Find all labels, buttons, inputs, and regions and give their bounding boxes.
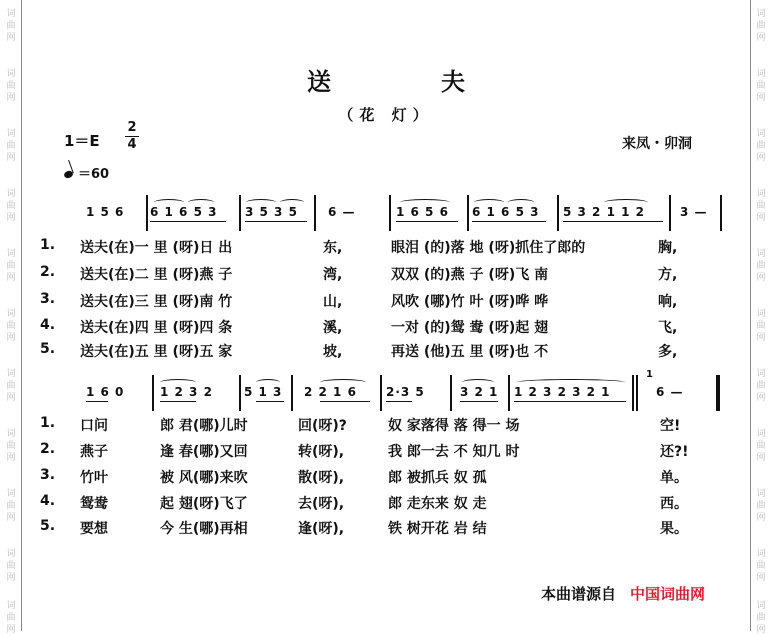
underline: [150, 221, 226, 222]
watermark-text: 词 曲 网: [756, 189, 766, 223]
measure-1-3: 3 5 3 5: [245, 205, 298, 219]
barline: [632, 375, 634, 411]
barline: [669, 195, 671, 231]
underline: [256, 401, 284, 402]
lyric-segment: 单。: [660, 470, 688, 486]
watermark-text: 词 曲 网: [6, 129, 16, 163]
source-site-link[interactable]: 中国词曲网: [630, 585, 706, 603]
notation-line-2: [84, 369, 724, 411]
barline: [146, 195, 148, 231]
verse-number: 2.: [40, 441, 56, 457]
lyric-segment: 风吹 (哪)竹 叶 (呀)哗 哗: [391, 294, 549, 310]
watermark-text: 词 曲 网: [756, 369, 766, 403]
measure-1-6: 6 1 6 5 3: [472, 205, 540, 219]
measure-2-6: 3 2 1: [460, 385, 499, 399]
measure-1-2: 6 1 6 5 3: [150, 205, 218, 219]
watermark-text: 词 曲 网: [6, 309, 16, 343]
lyric-segment: 果。: [660, 521, 688, 537]
measure-2-1: 1 6 0: [86, 385, 125, 399]
watermark-text: 词 曲 网: [6, 189, 16, 223]
lyric-segment: 竹叶: [80, 470, 108, 486]
lyric-segment: 一对 (的)鸳 鸯 (呀)起 翅: [391, 320, 549, 336]
watermark-text: 词 曲 网: [6, 489, 16, 523]
measure-1-8: 3 —: [680, 205, 708, 219]
measure-1-4: 6 —: [328, 205, 356, 219]
verse-number: 4.: [40, 493, 56, 509]
lyric-segment: 坡,: [323, 344, 343, 360]
barline: [380, 375, 382, 411]
song-origin: 来凤・卯洞: [622, 136, 692, 152]
underline: [514, 401, 626, 402]
measure-1-5: 1 6 5 6: [396, 205, 449, 219]
measure-2-3: 5 1 3: [244, 385, 283, 399]
volta-bracket: 1: [646, 369, 653, 380]
lyric-segment: 湾,: [323, 267, 343, 283]
measure-2-2: 1 2 3 2: [160, 385, 213, 399]
source-credit: [541, 583, 705, 604]
lyric-segment: 送夫(在)一 里 (呀)日 出: [80, 240, 233, 256]
watermark-text: 词 曲 网: [6, 249, 16, 283]
watermark-text: 词 曲 网: [756, 9, 766, 43]
quarter-note-icon: [63, 170, 74, 180]
watermark-text: 词 曲 网: [6, 549, 16, 583]
watermark-text: 词 曲 网: [6, 9, 16, 43]
barline: [239, 195, 241, 231]
underline: [472, 221, 546, 222]
source-credit-label: 本曲谱源自: [541, 585, 617, 603]
lyric-segment: 送夫(在)三 里 (呀)南 竹: [80, 294, 233, 310]
lyric-segment: 郎 被抓兵 奴 孤: [388, 470, 487, 486]
lyric-segment: 我 郎一去 不 知几 时: [388, 444, 520, 460]
barline: [467, 195, 469, 231]
lyric-segment: 铁 树开花 岩 结: [388, 521, 487, 537]
lyric-segment: 东,: [323, 240, 343, 256]
underline: [396, 221, 458, 222]
barline: [239, 375, 241, 411]
measure-1-1: 1 5 6: [86, 205, 125, 219]
lyric-segment: 转(呀),: [298, 444, 345, 460]
measure-1-7: 5 3 2 1 1 2: [563, 205, 645, 219]
lyric-segment: 胸,: [658, 240, 678, 256]
lyric-segment: 散(呀),: [298, 470, 345, 486]
lyric-segment: 空!: [660, 418, 681, 434]
song-title: 送夫: [307, 68, 575, 96]
watermark-text: 词 曲 网: [6, 601, 16, 635]
barline: [636, 375, 638, 411]
underline: [86, 401, 108, 402]
underline: [386, 401, 412, 402]
barline: [152, 375, 154, 411]
measure-2-7: 1 2 3 2 3 2 1: [514, 385, 611, 399]
notation-line-1: [84, 195, 724, 231]
lyric-segment: 逢 春(哪)又回: [160, 444, 248, 460]
time-signature: [125, 121, 139, 152]
lyric-segment: 送夫(在)二 里 (呀)燕 子: [80, 267, 233, 283]
watermark-text: 词 曲 网: [6, 369, 16, 403]
watermark-text: 词 曲 网: [756, 129, 766, 163]
lyric-segment: 再送 (他)五 里 (呀)也 不: [391, 344, 549, 360]
lyric-segment: 眼泪 (的)落 地 (呀)抓住了郎的: [391, 240, 586, 256]
watermark-text: 词 曲 网: [756, 309, 766, 343]
tempo-value: ＝60: [78, 167, 110, 182]
lyric-segment: 送夫(在)四 里 (呀)四 条: [80, 320, 233, 336]
lyric-segment: 多,: [658, 344, 678, 360]
lyric-segment: 响,: [658, 294, 678, 310]
lyric-segment: 回(呀)?: [298, 418, 347, 434]
watermark-text: 词 曲 网: [756, 549, 766, 583]
measure-2-5: 2·3 5: [386, 385, 425, 399]
underline: [460, 401, 498, 402]
lyric-segment: 送夫(在)五 里 (呀)五 家: [80, 344, 233, 360]
lyric-segment: 逢(呀),: [298, 521, 345, 537]
barline: [720, 195, 722, 231]
measure-2-4: 2 2 1 6: [304, 385, 357, 399]
lyric-segment: 燕子: [80, 444, 108, 460]
lyric-segment: 起 翅(呀)飞了: [160, 496, 248, 512]
underline: [160, 401, 196, 402]
underline: [245, 221, 307, 222]
lyric-segment: 要想: [80, 521, 108, 537]
watermark-text: 词 曲 网: [756, 429, 766, 463]
lyric-segment: 去(呀),: [298, 496, 345, 512]
lyric-segment: 方,: [658, 267, 678, 283]
barline: [450, 375, 452, 411]
watermark-text: 词 曲 网: [756, 69, 766, 103]
lyric-segment: 奴 家落得 落 得一 场: [388, 418, 520, 434]
verse-number: 1.: [40, 237, 56, 253]
barline: [508, 375, 510, 411]
verse-number: 5.: [40, 518, 56, 534]
lyric-segment: 还?!: [660, 444, 689, 460]
time-signature-top: 2: [127, 120, 137, 135]
verse-number: 2.: [40, 264, 56, 280]
watermark-text: 词 曲 网: [756, 601, 766, 635]
barline: [291, 375, 293, 411]
time-signature-bottom: 4: [127, 137, 137, 152]
watermark-text: 词 曲 网: [6, 69, 16, 103]
lyric-segment: 今 生(哪)再相: [160, 521, 248, 537]
tempo-marking: [64, 163, 109, 182]
lyric-segment: 鸳鸯: [80, 496, 108, 512]
barline: [314, 195, 316, 231]
key-signature: 1＝E: [64, 132, 100, 150]
lyric-segment: 郎 走东来 奴 走: [388, 496, 487, 512]
measure-2-8: 6 —: [656, 385, 684, 399]
lyric-segment: 山,: [323, 294, 343, 310]
barline: [557, 195, 559, 231]
final-barline: [716, 375, 720, 411]
verse-number: 3.: [40, 467, 56, 483]
verse-number: 3.: [40, 291, 56, 307]
watermark-text: 词 曲 网: [756, 489, 766, 523]
verse-number: 5.: [40, 341, 56, 357]
lyric-segment: 西。: [660, 496, 688, 512]
lyric-segment: 飞,: [658, 320, 678, 336]
lyric-segment: 郎 君(哪)儿时: [160, 418, 248, 434]
barline: [389, 195, 391, 231]
watermark-text: 词 曲 网: [756, 249, 766, 283]
verse-number: 1.: [40, 415, 56, 431]
underline: [320, 401, 370, 402]
underline: [563, 221, 663, 222]
song-subtitle: （花 灯）: [338, 106, 434, 124]
verse-number: 4.: [40, 317, 56, 333]
lyric-segment: 被 风(哪)来吹: [160, 470, 248, 486]
lyric-segment: 口问: [80, 418, 108, 434]
lyric-segment: 溪,: [323, 320, 343, 336]
watermark-text: 词 曲 网: [6, 429, 16, 463]
lyric-segment: 双双 (的)燕 子 (呀)飞 南: [391, 267, 549, 283]
